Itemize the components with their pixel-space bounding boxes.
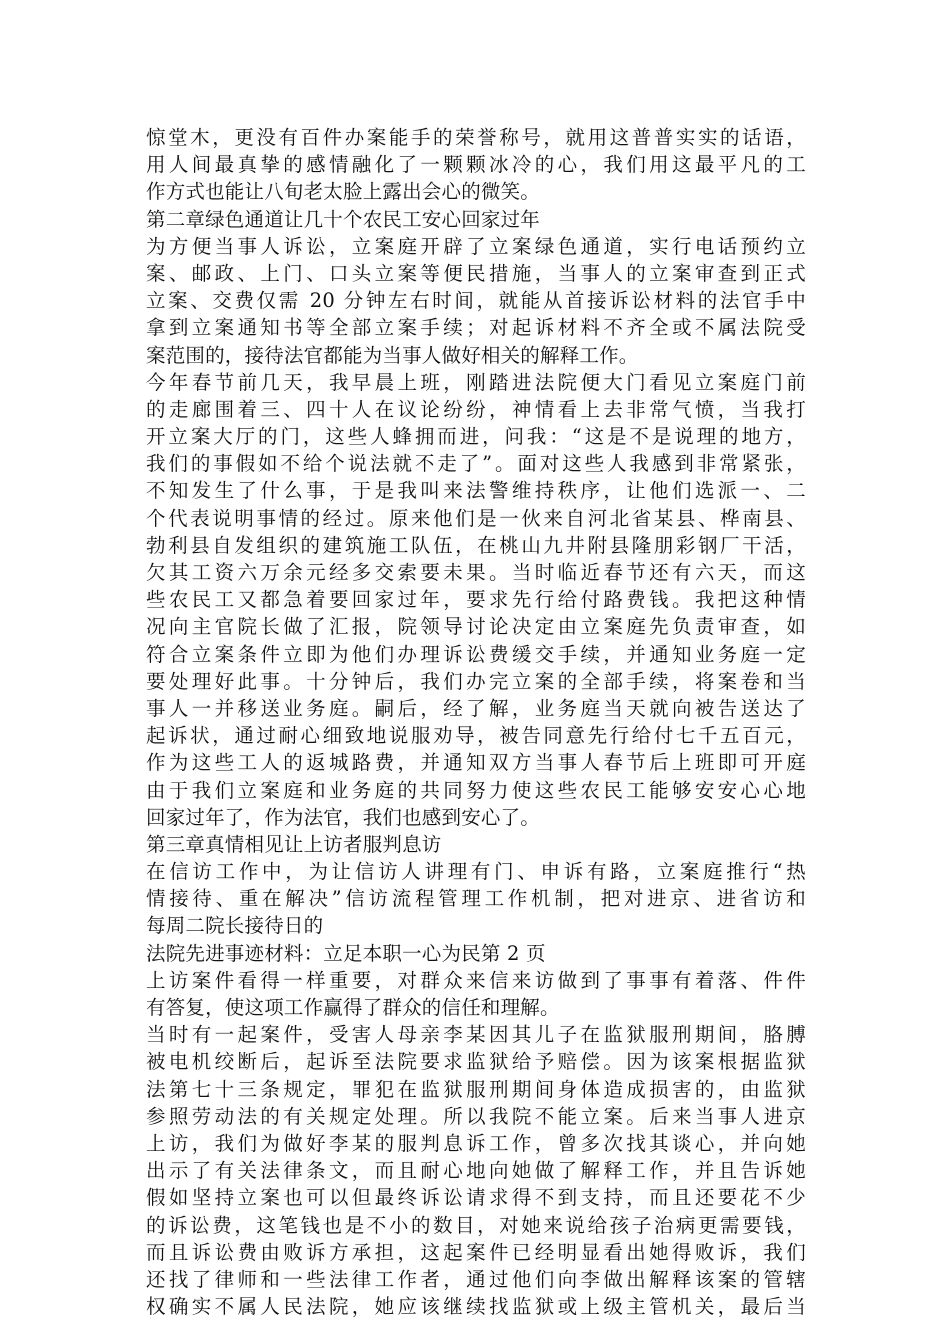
text-line: 情接待、重在解决”信访流程管理工作机制，把对进京、进省访和 [146, 887, 806, 911]
text-line: 上访案件看得一样重要，对群众来信来访做到了事事有着落、件件 [146, 968, 806, 992]
text-line: 还找了律师和一些法律工作者，通过他们向李做出解释该案的管辖 [146, 1267, 806, 1291]
text-line: 开立案大厅的门，这些人蜂拥而进，问我：“这是不是说理的地方， [146, 425, 806, 449]
text-line: 作为这些工人的返城路费，并通知双方当事人春节后上班即可开庭 [146, 751, 806, 775]
text-line: 第三章真情相见让上访者服判息访 [146, 832, 442, 856]
text-line: 法第七十三条规定，罪犯在监狱服刑期间身体造成损害的，由监狱 [146, 1077, 806, 1101]
text-line: 假如坚持立案也可以但最终诉讼请求得不到支持，而且还要花不少 [146, 1186, 806, 1210]
text-line: 权确实不属人民法院，她应该继续找监狱或上级主管机关，最后当 [146, 1295, 806, 1319]
text-line: 被电机绞断后，起诉至法院要求监狱给予赔偿。因为该案根据监狱 [146, 1050, 806, 1074]
text-line: 当时有一起案件，受害人母亲李某因其儿子在监狱服刑期间，胳膊 [146, 1023, 806, 1047]
text-line: 立案、交费仅需 20 分钟左右时间，就能从首接诉讼材料的法官手中 [146, 289, 806, 313]
text-line: 为方便当事人诉讼，立案庭开辟了立案绿色通道，实行电话预约立 [146, 234, 806, 258]
text-line: 要处理好此事。十分钟后，我们办完立案的全部手续，将案卷和当 [146, 669, 806, 693]
text-line: 案范围的，接待法官都能为当事人做好相关的解释工作。 [146, 343, 639, 367]
text-line: 作方式也能让八旬老太脸上露出会心的微笑。 [146, 180, 541, 204]
text-line: 的走廊围着三、四十人在议论纷纷，神情看上去非常气愤，当我打 [146, 397, 806, 421]
text-line: 案、邮政、上门、口头立案等便民措施，当事人的立案审查到正式 [146, 261, 806, 285]
text-line: 出示了有关法律条文，而且耐心地向她做了解释工作，并且告诉她 [146, 1159, 806, 1183]
text-line: 法院先进事迹材料：立足本职一心为民第 2 页 [146, 941, 546, 965]
text-line: 欠其工资六万余元经多交索要未果。当时临近春节还有六天，而这 [146, 561, 806, 584]
text-line: 事人一并移送业务庭。嗣后，经了解，业务庭当天就向被告送达了 [146, 696, 806, 720]
text-line: 拿到立案通知书等全部立案手续；对起诉材料不齐全或不属法院受 [146, 316, 806, 340]
text-line: 由于我们立案庭和业务庭的共同努力使这些农民工能够安安心心地 [146, 778, 806, 802]
text-line: 我们的事假如不给个说法就不走了”。面对这些人我感到非常紧张， [146, 452, 806, 476]
text-line: 勃利县自发组织的建筑施工队伍，在桃山九井附县隆朋彩钢厂干活， [146, 533, 806, 557]
text-line: 而且诉讼费由败诉方承担，这起案件已经明显看出她得败诉，我们 [146, 1240, 806, 1264]
text-line: 些农民工又都急着要回家过年，要求先行给付路费钱。我把这种情 [146, 588, 806, 612]
text-line: 用人间最真挚的感情融化了一颗颗冰冷的心，我们用这最平凡的工 [146, 153, 806, 177]
document-page [146, 124, 806, 1320]
text-line: 不知发生了什么事，于是我叫来法警维持秩序，让他们选派一、二 [146, 479, 806, 503]
text-line: 有答复，使这项工作赢得了群众的信任和理解。 [146, 996, 560, 1019]
text-line: 上访，我们为做好李某的服判息诉工作，曾多次找其谈心，并向她 [146, 1131, 806, 1155]
text-line: 个代表说明事情的经过。原来他们是一伙来自河北省某县、桦南县、 [146, 506, 806, 530]
text-line: 惊堂木，更没有百件办案能手的荣誉称号，就用这普普实实的话语， [146, 126, 806, 149]
text-line: 起诉状，通过耐心细致地说服劝导，被告同意先行给付七千五百元， [146, 724, 806, 748]
text-line: 在信访工作中，为让信访人讲理有门、申诉有路，立案庭推行“热 [146, 860, 806, 884]
text-line: 每周二院长接待日的 [146, 914, 324, 938]
text-line: 况向主官院长做了汇报，院领导讨论决定由立案庭先负责审查，如 [146, 615, 806, 639]
text-line: 符合立案条件立即为他们办理诉讼费缓交手续，并通知业务庭一定 [146, 642, 806, 666]
text-line: 参照劳动法的有关规定处理。所以我院不能立案。后来当事人进京 [146, 1104, 806, 1128]
text-line: 第二章绿色通道让几十个农民工安心回家过年 [146, 207, 541, 231]
text-line: 的诉讼费，这笔钱也是不小的数目，对她来说给孩子治病更需要钱， [146, 1213, 806, 1237]
text-line: 回家过年了，作为法官，我们也感到安心了。 [146, 805, 541, 829]
text-line: 今年春节前几天，我早晨上班，刚踏进法院便大门看见立案庭门前 [146, 370, 806, 394]
